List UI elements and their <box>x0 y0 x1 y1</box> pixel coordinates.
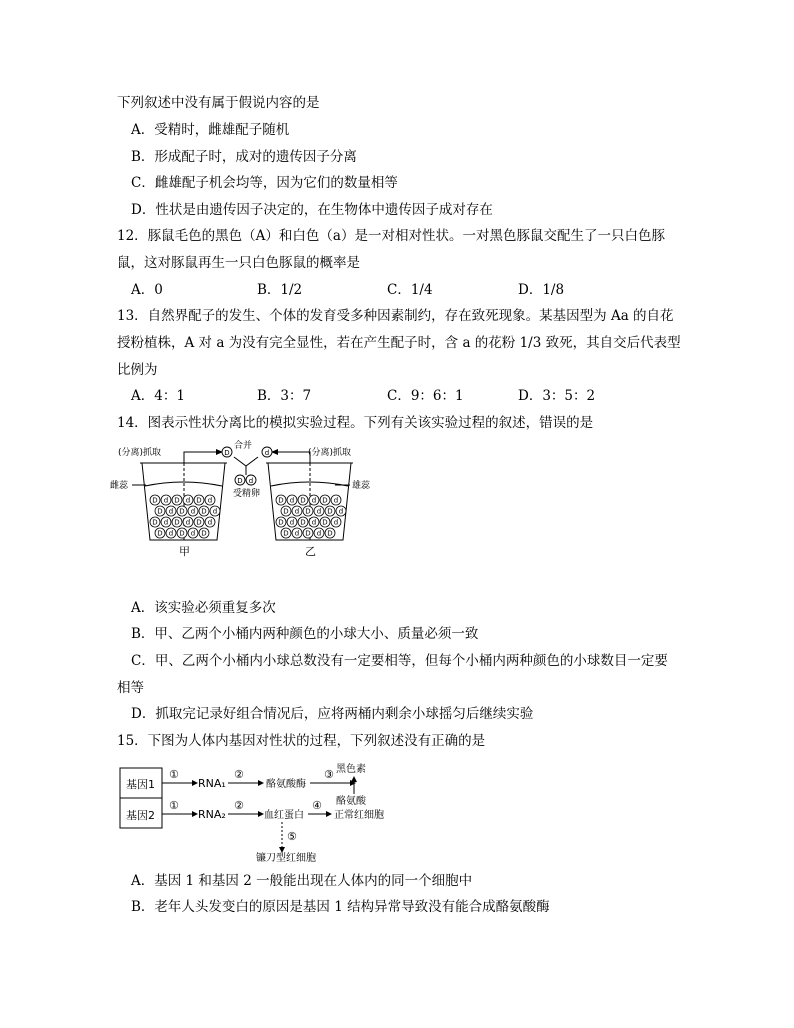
grabbed-ball-D-label: D <box>224 449 230 457</box>
label-left-grab: (分离)抓取 <box>118 448 162 458</box>
q11-option-c: C．雌雄配子机会均等，因为它们的数量相等 <box>131 175 398 191</box>
bucket-jia-ball-label: d <box>185 518 191 527</box>
q13-option-b: B．3：7 <box>257 388 312 404</box>
q11-option-b: B．形成配子时，成对的遗传因子分离 <box>131 149 357 165</box>
bucket-jia-ball-label: d <box>168 529 174 538</box>
bucket-jia-ball-label: d <box>163 496 169 505</box>
label-step5: ⑤ <box>287 830 297 843</box>
bucket-jia-ball-label: D <box>174 496 180 505</box>
q11-stem: 下列叙述中没有属于假说内容的是 <box>117 95 320 111</box>
bucket-jia-ball-label: d <box>168 507 174 516</box>
q13-line2: 授粉植株，A 对 a 为没有完全显性，若在产生配子时，含 a 的花粉 1/3 致死，其自交后代表型 <box>117 335 681 351</box>
label-zygote: 受精卵 <box>233 489 261 499</box>
grabbed-ball-d-label: d <box>264 449 270 457</box>
bucket-yi-ball-label: D <box>322 496 328 505</box>
label-rna1: RNA₁ <box>198 777 226 790</box>
label-step1-top: ① <box>169 768 179 781</box>
q15-stem: 15．下图为人体内基因对性状的过程，下列叙述没有正确的是 <box>117 733 486 749</box>
q14-option-b: B．甲、乙两个小桶内两种颜色的小球大小、质量必须一致 <box>131 626 479 642</box>
q12-option-b: B．1/2 <box>257 282 303 298</box>
bucket-jia-ball-label: d <box>207 518 213 527</box>
bucket-yi-ball-label: D <box>300 518 306 527</box>
q11-option-a: A．受精时，雌雄配子随机 <box>131 122 290 138</box>
q15-figure <box>118 762 418 862</box>
label-step2-bottom: ② <box>234 799 244 812</box>
label-left-side: 雌蕊 <box>110 481 129 491</box>
label-hemoglobin: 血红蛋白 <box>264 810 304 821</box>
q14-option-a: A．该实验必须重复多次 <box>131 600 276 616</box>
label-gene2: 基因2 <box>126 809 155 822</box>
merge-lines <box>234 457 258 466</box>
bucket-yi-ball-label: D <box>327 529 333 538</box>
bucket-yi-ball-label: d <box>333 496 339 505</box>
bucket-jia-ball-label: D <box>196 496 202 505</box>
bucket-jia-ball-label: D <box>179 507 185 516</box>
q15-option-b: B．老年人头发变白的原因是基因 1 结构异常导致没有能合成酪氨酸酶 <box>131 899 550 915</box>
bucket-yi-ball-label: d <box>316 529 322 538</box>
bucket-yi-ball-label: d <box>311 496 317 505</box>
bucket-yi-ball-label: d <box>294 507 300 516</box>
q14-stem: 14．图表示性状分离比的模拟实验过程。下列有关该实验过程的叙述，错误的是 <box>117 415 594 431</box>
label-right-grab: (分离)抓取 <box>308 448 352 458</box>
q13-line3: 比例为 <box>117 362 158 378</box>
q13-option-c: C．9：6：1 <box>387 388 464 404</box>
label-right-side: 雄蕊 <box>352 481 370 491</box>
label-bucket-yi: 乙 <box>305 545 316 558</box>
label-step3: ③ <box>324 768 334 781</box>
q13-option-a: A．4：1 <box>131 388 185 404</box>
bucket-jia-ball-label: D <box>179 529 185 538</box>
bucket-jia-ball-label: d <box>212 507 218 516</box>
bucket-yi-ball-label: D <box>300 496 306 505</box>
bucket-yi-ball-label: D <box>305 529 311 538</box>
bucket-yi-ball-label: D <box>327 507 333 516</box>
q11-option-d: D．性状是由遗传因子决定的，在生物体中遗传因子成对存在 <box>131 202 493 218</box>
bucket-yi-ball-label: D <box>278 518 284 527</box>
bucket-yi-ball-label: d <box>289 518 295 527</box>
bucket-jia-ball-label: d <box>190 507 196 516</box>
bucket-jia-ball-label: D <box>152 518 158 527</box>
q12-option-c: C．1/4 <box>387 282 433 298</box>
label-enzyme: 酪氨酸酶 <box>266 779 306 790</box>
bucket-yi-ball-label: d <box>311 518 317 527</box>
bucket-jia-ball-label: D <box>174 518 180 527</box>
bucket-jia-ball-label: D <box>157 507 163 516</box>
bucket-jia-ball-label: d <box>163 518 169 527</box>
label-melanin: 黑色素 <box>336 764 366 775</box>
label-gene1: 基因1 <box>126 778 155 791</box>
label-normal-rbc: 正常红细胞 <box>334 810 384 821</box>
q12-line1: 12．豚鼠毛色的黑色（A）和白色（a）是一对相对性状。一对黑色豚鼠交配生了一只白色豚 <box>117 228 665 244</box>
zygote-ball-D-label: D <box>237 477 243 485</box>
q13-line1: 13．自然界配子的发生、个体的发育受多种因素制约，存在致死现象。某基因型为 Aa 的自花 <box>117 308 674 324</box>
label-merge: 合并 <box>234 441 253 451</box>
bucket-yi-balls <box>276 495 346 538</box>
bucket-jia-ball-label: D <box>201 529 207 538</box>
bucket-yi-ball-label: d <box>289 496 295 505</box>
bucket-jia-ball-label: d <box>207 496 213 505</box>
label-step4: ④ <box>312 799 322 812</box>
bucket-yi-ball-label: d <box>316 507 322 516</box>
label-step1-bottom: ① <box>169 799 179 812</box>
bucket-jia-ball-label: D <box>196 518 202 527</box>
bucket-yi-ball-label: D <box>322 518 328 527</box>
bucket-jia-ball-label: D <box>201 507 207 516</box>
bucket-yi-ball-label: d <box>333 518 339 527</box>
bucket-jia-ball-label: D <box>152 496 158 505</box>
zygote-ball-d-label: d <box>248 477 254 485</box>
bucket-jia-ball-label: D <box>157 529 163 538</box>
q12-option-a: A．0 <box>131 282 163 298</box>
q13-option-d: D．3：5：2 <box>518 388 596 404</box>
q14-option-c-cont: 相等 <box>117 680 144 696</box>
bucket-yi-ball-label: d <box>294 529 300 538</box>
q12-option-d: D．1/8 <box>518 282 565 298</box>
bucket-yi-ball-label: d <box>338 507 344 516</box>
q12-line2: 鼠，这对豚鼠再生一只白色豚鼠的概率是 <box>117 255 360 271</box>
label-rna2: RNA₂ <box>198 808 226 821</box>
q14-option-c: C．甲、乙两个小桶内小球总数没有一定要相等，但每个小桶内两种颜色的小球数目一定要 <box>131 653 668 669</box>
q14-figure <box>110 438 370 560</box>
q15-option-a: A．基因 1 和基因 2 一般能出现在人体内的同一个细胞中 <box>131 873 473 889</box>
bucket-jia-ball-label: d <box>190 529 196 538</box>
bucket-jia-balls <box>150 495 220 538</box>
label-tyrosine: 酪氨酸 <box>336 796 366 807</box>
label-sickle-rbc: 镰刀型红细胞 <box>256 853 316 862</box>
bucket-yi-ball-label: D <box>305 507 311 516</box>
bucket-yi-ball-label: D <box>283 529 289 538</box>
label-bucket-jia: 甲 <box>179 545 190 558</box>
bucket-jia-ball-label: d <box>185 496 191 505</box>
label-step2-top: ② <box>234 768 244 781</box>
q14-option-d: D．抓取完记录好组合情况后，应将两桶内剩余小球摇匀后继续实验 <box>131 706 534 722</box>
bucket-yi-ball-label: D <box>278 496 284 505</box>
grab-line-right <box>278 452 310 466</box>
bucket-yi-ball-label: D <box>283 507 289 516</box>
grab-line-left <box>184 452 216 466</box>
